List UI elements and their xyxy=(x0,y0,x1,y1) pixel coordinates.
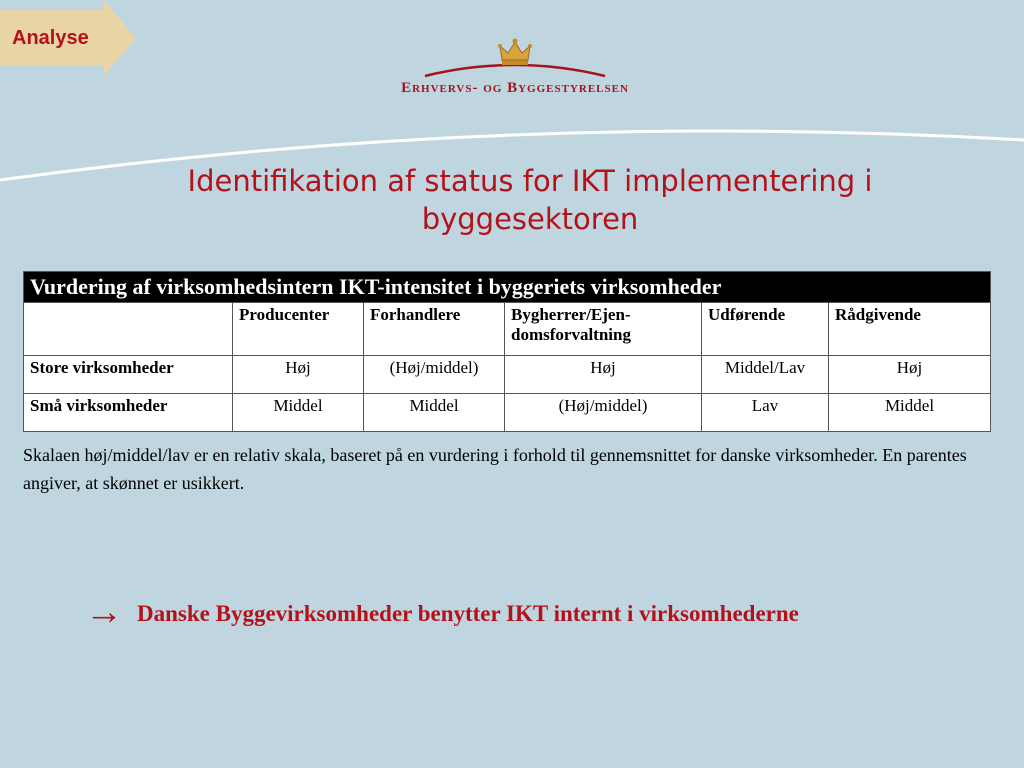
slide-title: Identifikation af status for IKT implementering i byggesektoren xyxy=(187,164,873,236)
crown-icon xyxy=(370,36,660,80)
table-cell: Middel xyxy=(829,394,991,432)
table-cell: Middel xyxy=(364,394,505,432)
table-cell: (Høj/middel) xyxy=(364,356,505,394)
table-cell: Middel xyxy=(233,394,364,432)
table-cell: (Høj/middel) xyxy=(505,394,702,432)
table-heading-row xyxy=(24,272,991,303)
conclusion xyxy=(85,590,1015,634)
column-header: Udførende xyxy=(702,303,829,356)
column-header: Producenter xyxy=(233,303,364,356)
column-header-line: Bygherrer/Ejen- xyxy=(511,305,631,324)
table-cell: Høj xyxy=(829,356,991,394)
agency-logo xyxy=(370,36,660,106)
table-heading: Vurdering af virksomhedsintern IKT-intensitet i byggeriets virksomheder xyxy=(24,272,991,303)
table-cell: Høj xyxy=(505,356,702,394)
row-label: Store virksomheder xyxy=(24,356,233,394)
section-tag xyxy=(0,0,136,76)
conclusion-text: Danske Byggevirksomheder benytter IKT internt i virksomhederne xyxy=(137,601,799,626)
table-row xyxy=(24,356,991,394)
scale-note: Skalaen høj/middel/lav er en relativ skala, baseret på en vurdering i forhold til gennemsnittet for danske virksomheder. En parentes angiver, at skønnet er usikkert. xyxy=(23,445,967,493)
table-cell: Høj xyxy=(233,356,364,394)
arrow-right-icon: → xyxy=(85,591,123,633)
agency-name: Erhvervs- og Byggestyrelsen xyxy=(401,80,629,96)
column-header-line: domsforvaltning xyxy=(511,325,631,344)
ikt-intensity-table xyxy=(23,271,991,432)
row-label: Små virksomheder xyxy=(24,394,233,432)
column-header-empty xyxy=(24,303,233,356)
section-tag-label: Analyse xyxy=(12,27,89,49)
table-cell: Lav xyxy=(702,394,829,432)
column-header: Rådgivende xyxy=(829,303,991,356)
column-header: Forhandlere xyxy=(364,303,505,356)
table-row xyxy=(24,394,991,432)
column-header xyxy=(505,303,702,356)
table-cell: Middel/Lav xyxy=(702,356,829,394)
column-header-row xyxy=(24,303,991,356)
